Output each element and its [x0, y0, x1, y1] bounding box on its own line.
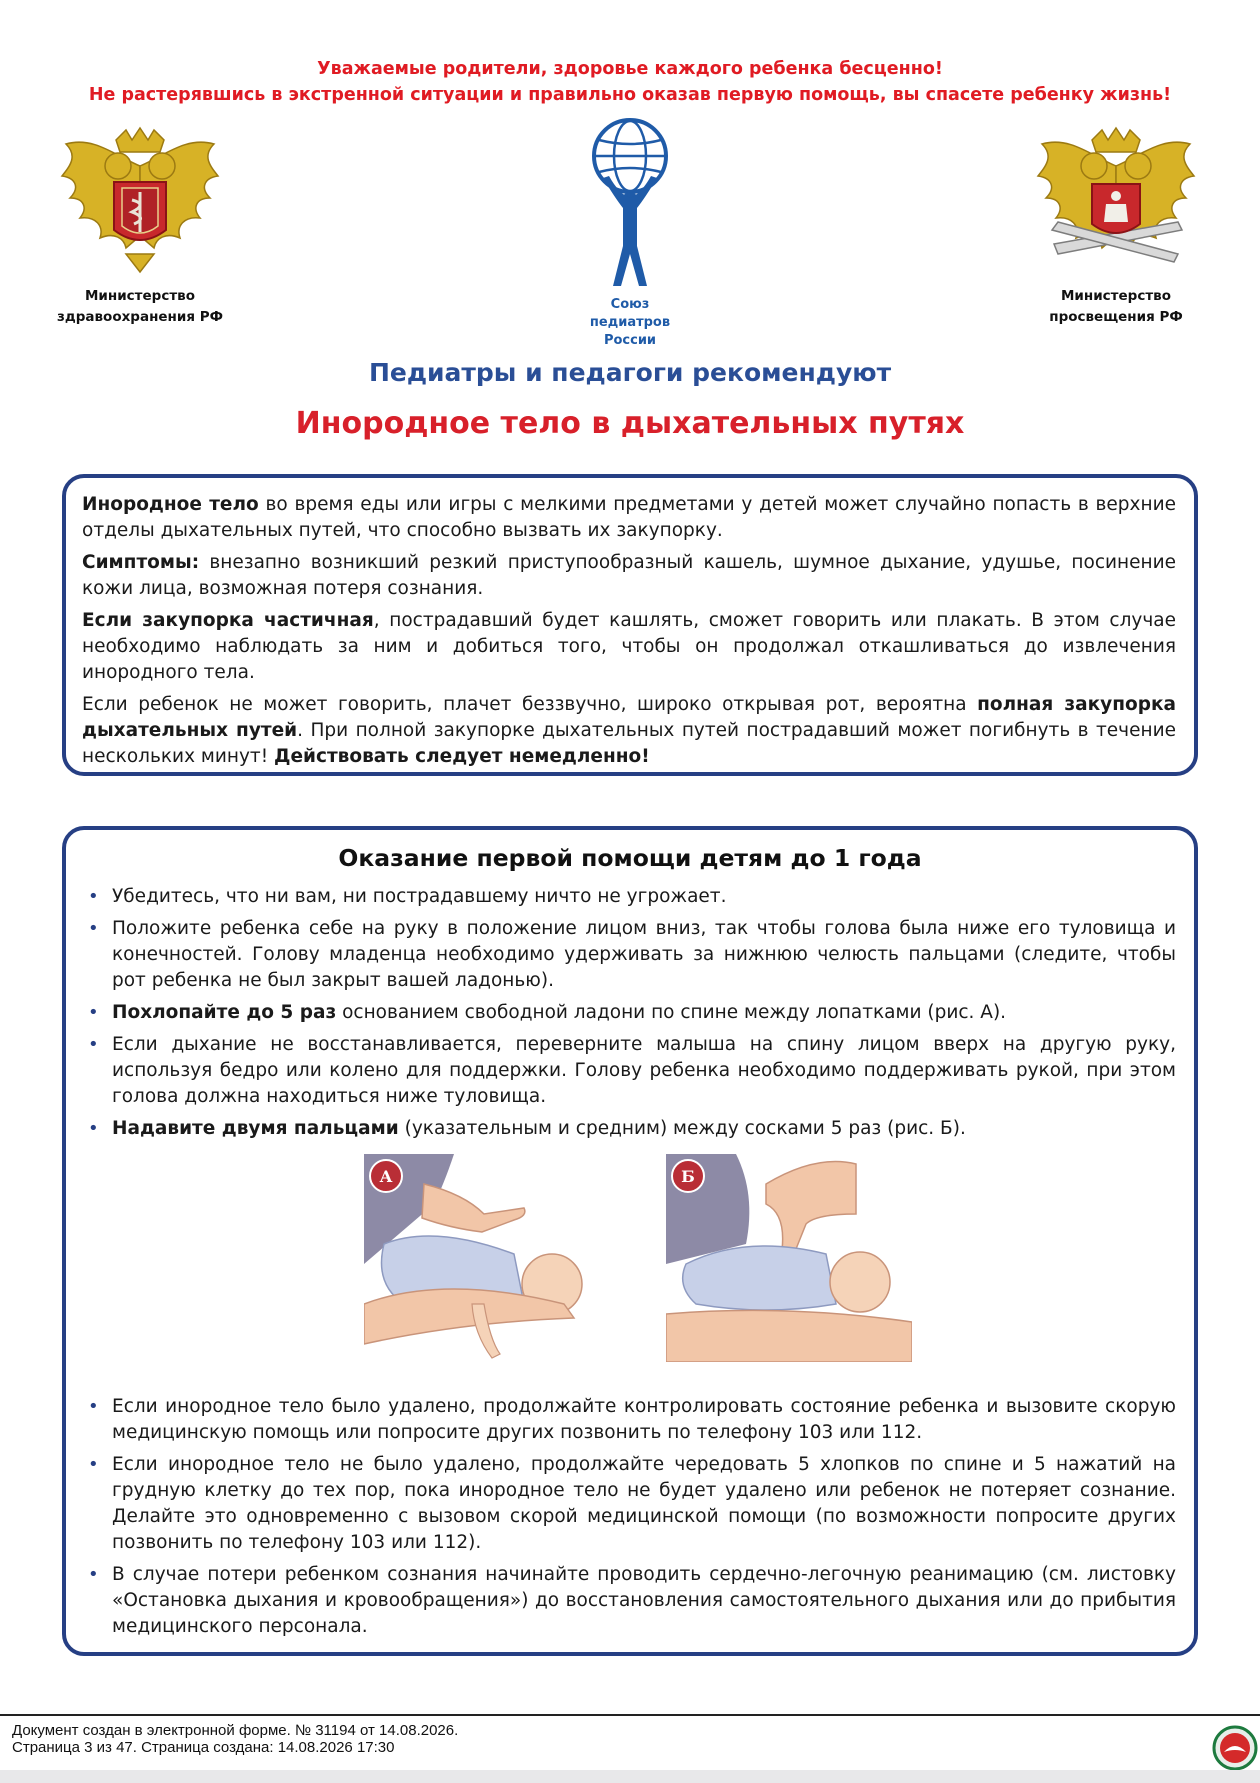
info-paragraph-definition: Инородное тело во время еды или игры с мелкими предметами у детей может случайно попасть в верхние отделы дыхательных путей, что способно вызвать их закупорку.	[82, 494, 1176, 541]
figure-b-label: Б	[681, 1167, 695, 1186]
list-item: • Положите ребенка себе на руку в положение лицом вниз, так чтобы голова была ниже его туловища и конечностей. Голову младенца необходимо удерживать за нижнюю челюсть пальцами (следите, чтобы рот ребенка не был закрыт вашей ладонью).	[88, 918, 1176, 991]
union-pediatricians-logo	[570, 116, 690, 350]
info-paragraph-partial: Если закупорка частичная, пострадавший будет кашлять, сможет говорить или плакать. В этом случае необходимо наблюдать за ним и добиться того, чтобы он продолжал откашливаться до извлечения инородного тела.	[82, 610, 1176, 683]
first-aid-steps	[84, 884, 1176, 1142]
header-line-2: Не растерявшись в экстренной ситуации и правильно оказав первую помощь, вы спасете ребенку жизнь!	[88, 85, 1172, 105]
first-aid-box	[62, 826, 1198, 1656]
list-item: • Похлопайте до 5 раз основанием свободной ладони по спине между лопатками (рис. А).	[88, 1002, 1007, 1023]
double-eagle-education-emblem-icon	[1032, 126, 1200, 278]
list-item: • Если инородное тело было удалено, продолжайте контролировать состояние ребенка и вызовите скорую медицинскую помощь или попросите других позвонить по телефону 103 или 112.	[88, 1396, 1176, 1443]
globe-child-emblem-icon	[585, 116, 675, 294]
info-box	[62, 474, 1198, 776]
first-aid-steps-continued	[84, 1394, 1176, 1640]
first-aid-title: Оказание первой помощи детям до 1 года	[338, 844, 922, 872]
list-item: • Надавите двумя пальцами (указательным и средним) между сосками 5 раз (рис. Б).	[88, 1118, 966, 1139]
illustration-chest-thrusts	[666, 1154, 912, 1362]
union-pediatricians-caption: Союз педиатров России	[589, 297, 671, 348]
ministry-health-caption: Министерство здравоохранения РФ	[56, 288, 223, 325]
list-item: • В случае потери ребенком сознания начинайте проводить сердечно-легочную реанимацию (см. листовку «Остановка дыхания и кровообращения») до восстановления самостоятельного дыхания или до прибытия медицинского персонала.	[88, 1564, 1176, 1637]
footer-bar	[0, 1770, 1260, 1783]
recommend-subtitle: Педиатры и педагоги рекомендуют	[368, 358, 892, 387]
list-item: • Если дыхание не восстанавливается, переверните малыша на спину лицом вверх на другую руку, используя бедро или колено для поддержки. Голову ребенка необходимо поддерживать рукой, при этом голова должна находиться ниже туловища.	[88, 1034, 1176, 1107]
illustration-back-blows	[364, 1154, 610, 1362]
footer-document-info: Документ создан в электронной форме. № 31194 от 14.08.2026. Страница 3 из 47. Страница создана: 14.08.2026 17:30	[12, 1722, 459, 1756]
page-title: Инородное тело в дыхательных путях	[295, 406, 965, 441]
header-appeal	[0, 56, 1260, 108]
list-item: • Если инородное тело не было удалено, продолжайте чередовать 5 хлопков по спине и 5 нажатий на грудную клетку до тех пор, пока инородное тело не будет удалено или ребенок не потеряет сознание. Делайте это одновременно с вызовом скорой медицинской помощи (по возможности попросите других позвонить по телефону 103 или 112).	[88, 1454, 1176, 1553]
chest-thrusts-illustration-icon	[666, 1154, 912, 1362]
ministry-education-caption: Министерство просвещения РФ	[1049, 288, 1183, 325]
tatarstan-emblem-icon	[1212, 1722, 1258, 1774]
info-paragraph-complete: Если ребенок не может говорить, плачет беззвучно, широко открывая рот, вероятна полная закупорка дыхательных путей. При полной закупорке дыхательных путей пострадавший может погибнуть в течение нескольких минут! Действовать следует немедленно!	[82, 694, 1177, 767]
info-paragraph-symptoms: Симптомы: внезапно возникший резкий приступообразный кашель, шумное дыхание, удушье, посинение кожи лица, возможная потеря сознания.	[82, 552, 1176, 599]
footer-divider	[0, 1714, 1260, 1716]
figure-a-label: А	[379, 1167, 393, 1186]
header-line-1: Уважаемые родители, здоровье каждого ребенка бесценно!	[317, 59, 943, 79]
illustrations	[84, 1154, 1176, 1380]
ministry-education-logo	[1020, 126, 1212, 328]
ministry-health-logo	[44, 126, 236, 328]
double-eagle-health-emblem-icon	[56, 126, 224, 278]
back-blows-illustration-icon	[364, 1154, 610, 1362]
list-item: • Убедитесь, что ни вам, ни пострадавшему ничто не угрожает.	[88, 886, 727, 907]
